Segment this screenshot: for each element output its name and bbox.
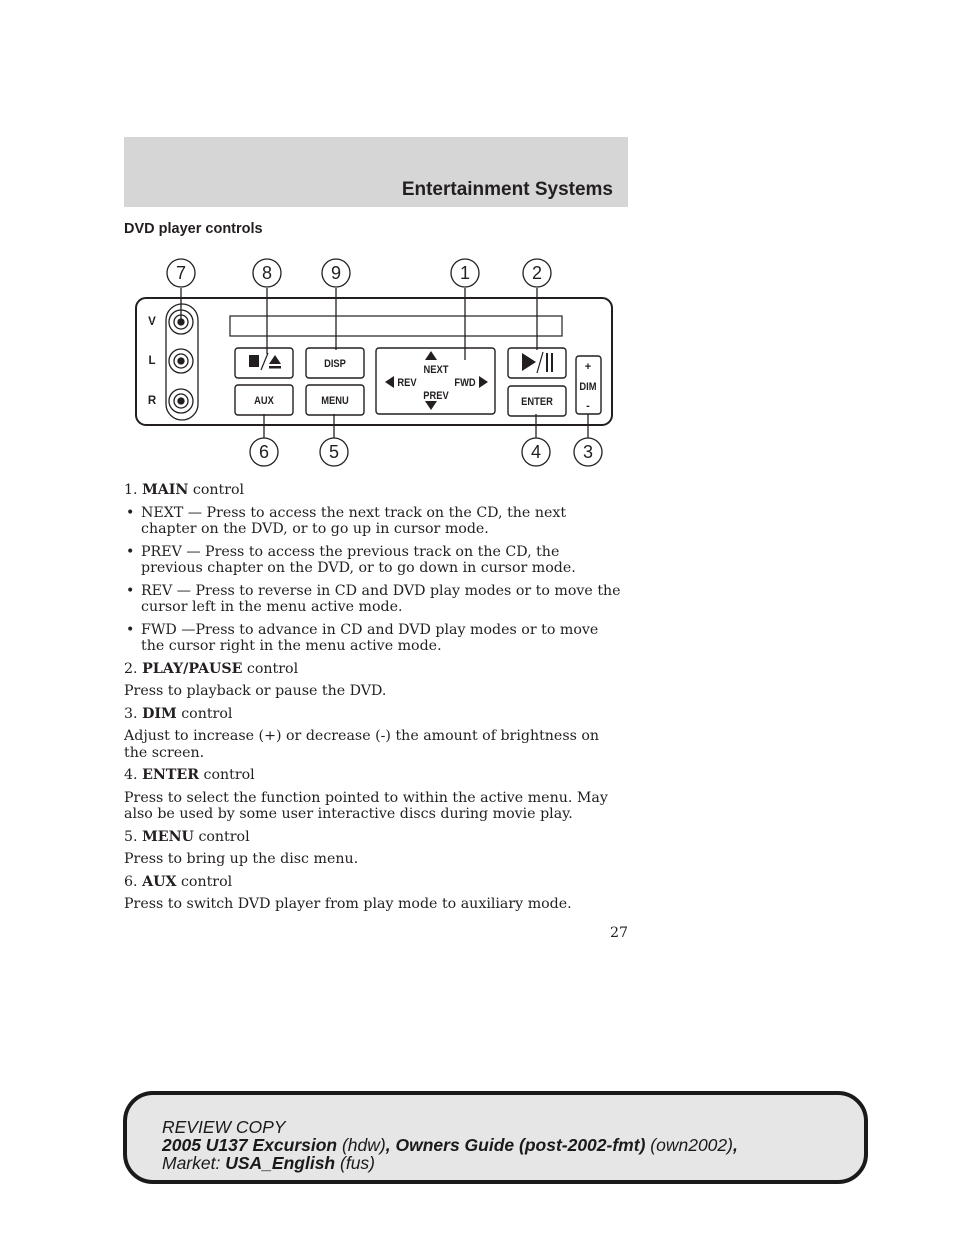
callout-number: 1 — [459, 263, 471, 283]
footer-text — [162, 1118, 738, 1172]
jack-label-v: V — [148, 316, 156, 328]
callout-number: 5 — [328, 442, 340, 462]
stop-eject-icon — [249, 353, 281, 370]
list-item: • REV — Press to reverse in CD and DVD play modes or to move the cursor left in the menu active mode. — [124, 583, 624, 616]
page-number: 27 — [609, 925, 628, 941]
fwd-label: FWD — [454, 377, 476, 390]
list-item: • NEXT — Press to access the next track on the CD, the next chapter on the DVD, or to go up in cursor mode. — [124, 505, 624, 538]
play-pause-button — [508, 348, 566, 378]
enter-button-label: ENTER — [521, 396, 553, 409]
list-item: • PREV — Press to access the previous track on the CD, the previous chapter on the DVD, or to go down in cursor mode. — [124, 544, 624, 577]
item-heading-enter: 4. ENTER control — [124, 767, 255, 783]
item-heading-menu: 5. MENU control — [124, 828, 250, 845]
enter-description: Press to select the function pointed to within the active menu. May also be used by some user interactive discs during movie play. — [124, 789, 608, 822]
callout-number: 9 — [330, 263, 342, 283]
aux-button-label: AUX — [254, 395, 274, 408]
review-copy-footer — [123, 1091, 868, 1184]
menu-button-label: MENU — [321, 395, 349, 408]
av-jacks — [169, 310, 193, 413]
callout-number: 3 — [582, 442, 594, 462]
dim-description: Adjust to increase (+) or decrease (-) the amount of brightness on the screen. — [124, 728, 600, 761]
item-heading-dim: 3. DIM control — [124, 705, 233, 722]
dim-minus-label: - — [586, 400, 590, 412]
down-arrow-icon — [425, 401, 437, 410]
callout-number: 8 — [261, 263, 273, 283]
disc-slot — [230, 316, 562, 336]
item-heading-aux: 6. AUX control — [124, 873, 233, 890]
dim-plus-label: + — [584, 361, 592, 373]
dvd-controls-diagram — [120, 252, 620, 472]
disp-button-label: DISP — [324, 358, 346, 371]
up-arrow-icon — [425, 351, 437, 360]
left-arrow-icon — [385, 376, 394, 388]
play-pause-description: Press to playback or pause the DVD. — [124, 683, 387, 699]
item-heading-main: 1. MAIN control — [124, 482, 245, 498]
page-header-title: Entertainment Systems — [401, 179, 613, 200]
aux-description: Press to switch DVD player from play mode to auxiliary mode. — [124, 896, 572, 912]
next-label: NEXT — [423, 364, 449, 377]
callout-number: 2 — [531, 263, 543, 283]
item-heading-play-pause: 2. PLAY/PAUSE control — [124, 660, 299, 677]
play-pause-icon — [522, 352, 552, 373]
content-body — [124, 482, 624, 919]
right-arrow-icon — [479, 376, 488, 388]
callout-number: 4 — [530, 442, 542, 462]
dim-label: DIM — [579, 381, 597, 394]
section-title: DVD player controls — [124, 221, 263, 237]
callout-number: 7 — [175, 263, 187, 283]
callout-number: 6 — [258, 442, 270, 462]
list-item: • FWD —Press to advance in CD and DVD play modes or to move the cursor right in the menu active mode. — [124, 622, 624, 655]
jack-label-l: L — [148, 355, 156, 367]
footer-document-line: 2005 U137 Excursion (hdw), Owners Guide (post-2002-fmt) (own2002), — [162, 1135, 738, 1155]
footer-market-line: Market: USA_English (fus) — [162, 1153, 375, 1173]
prev-label: PREV — [423, 390, 449, 403]
main-control-bullets — [124, 505, 624, 655]
footer-review-label: REVIEW COPY — [162, 1117, 286, 1137]
header-band — [124, 137, 628, 207]
menu-description: Press to bring up the disc menu. — [124, 851, 359, 867]
rev-label: REV — [397, 377, 417, 390]
jack-label-r: R — [147, 395, 157, 407]
